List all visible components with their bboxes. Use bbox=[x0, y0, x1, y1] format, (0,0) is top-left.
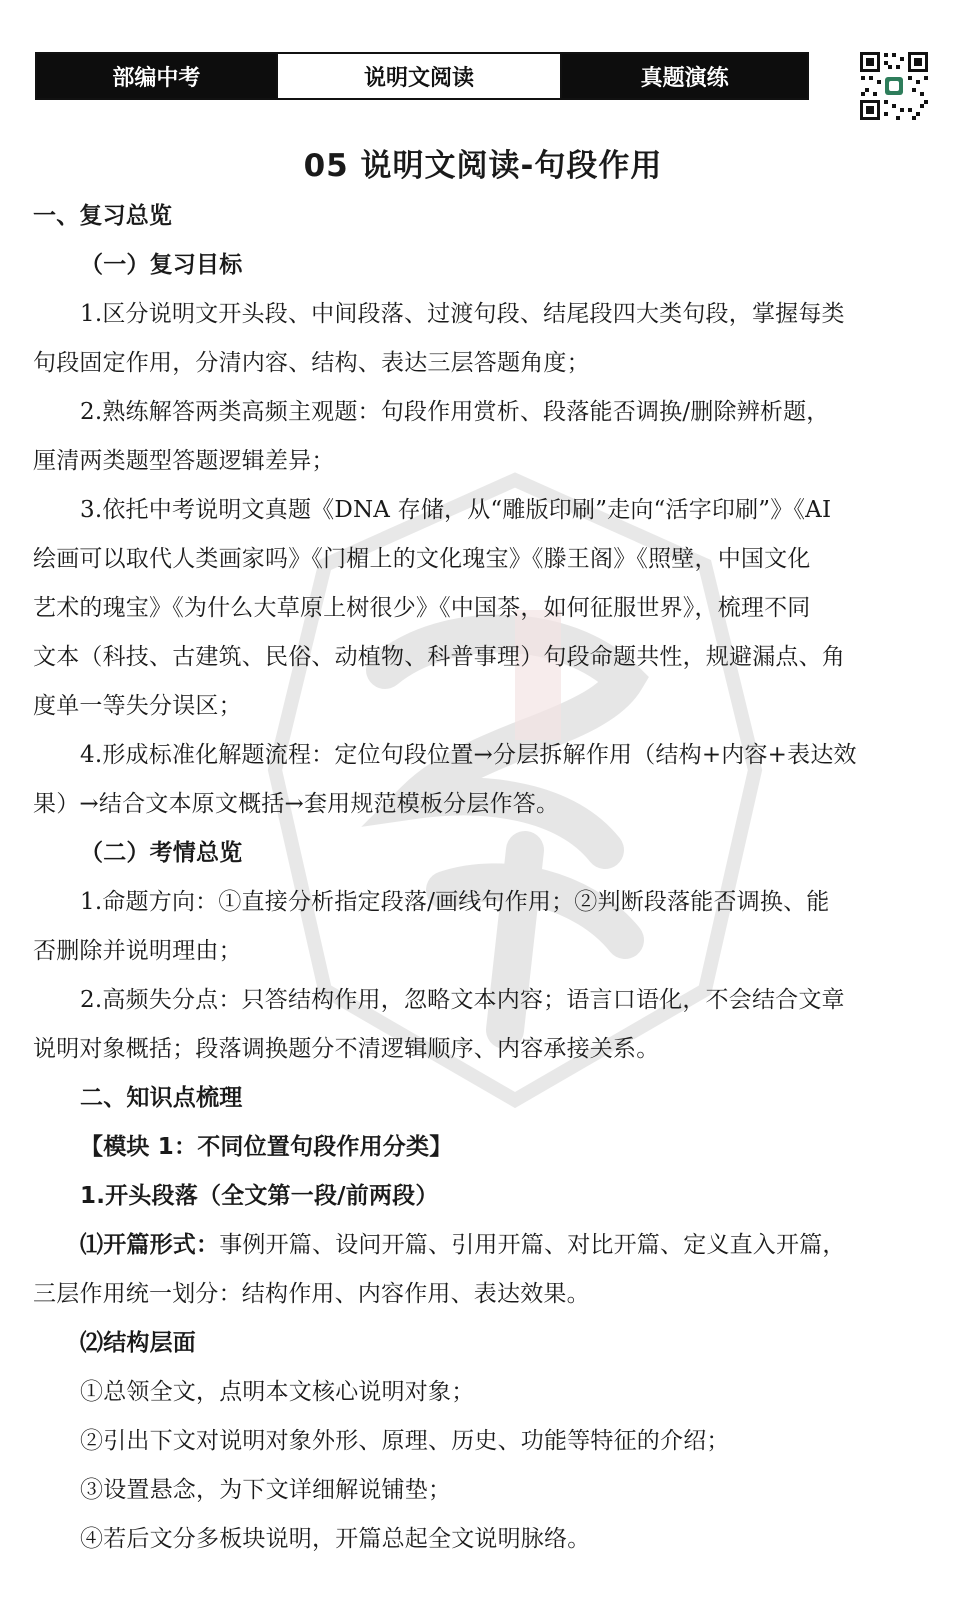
opening-forms-label: ⑴开篇形式： bbox=[80, 1232, 220, 1258]
section-heading-knowledge: 二、知识点梳理 bbox=[80, 1085, 243, 1111]
opening-forms-line-1 bbox=[80, 1230, 932, 1260]
goal-3-line-5: 度单一等失分误区； bbox=[33, 693, 242, 719]
goal-4-line-1: 4.形成标准化解题流程：定位句段位置→分层拆解作用（结构+内容+表达效 bbox=[80, 742, 857, 768]
exam-2-line-2: 说明对象概括；段落调换题分不清逻辑顺序、内容承接关系。 bbox=[33, 1036, 660, 1062]
header-cell-topic: 说明文阅读 bbox=[276, 54, 563, 98]
page-title: 05 说明文阅读-句段作用 bbox=[303, 148, 663, 184]
exam-1-line-2: 否删除并说明理由； bbox=[33, 938, 242, 964]
goal-2-line-1: 2.熟练解答两类高频主观题：句段作用赏析、段落能否调换/删除辨析题， bbox=[80, 399, 830, 425]
structure-item-2: ②引出下文对说明对象外形、原理、历史、功能等特征的介绍； bbox=[80, 1428, 730, 1454]
qr-code-icon bbox=[858, 50, 930, 122]
subheading-goals: （一）复习目标 bbox=[80, 252, 243, 278]
structure-item-1: ①总领全文，点明本文核心说明对象； bbox=[80, 1379, 475, 1405]
opening-paragraph-heading: 1.开头段落（全文第一段/前两段） bbox=[80, 1183, 439, 1209]
goal-4-line-2: 果）→结合文本原文概括→套用规范模板分层作答。 bbox=[33, 791, 560, 817]
goal-3-line-4: 文本（科技、古建筑、民俗、动植物、科普事理）句段命题共性，规避漏点、角 bbox=[33, 644, 845, 670]
header-cell-practice: 真题演练 bbox=[562, 54, 807, 98]
subheading-exam-overview: （二）考情总览 bbox=[80, 840, 243, 866]
structure-item-3: ③设置悬念，为下文详细解说铺垫； bbox=[80, 1477, 452, 1503]
opening-forms-text: 事例开篇、设问开篇、引用开篇、对比开篇、定义直入开篇， bbox=[219, 1232, 846, 1258]
exam-1-line-1: 1.命题方向：①直接分析指定段落/画线句作用；②判断段落能否调换、能 bbox=[80, 889, 830, 915]
goal-3-line-2: 绘画可以取代人类画家吗》《门楣上的文化瑰宝》《滕王阁》《照壁，中国文化 bbox=[33, 546, 811, 572]
header-bar bbox=[35, 52, 809, 100]
goal-3-line-1: 3.依托中考说明文真题《DNA 存储，从“雕版印刷”走向“活字印刷”》《AI bbox=[80, 497, 832, 523]
structure-level-heading: ⑵结构层面 bbox=[80, 1330, 196, 1356]
goal-1-line-2: 句段固定作用，分清内容、结构、表达三层答题角度； bbox=[33, 350, 590, 376]
goal-1-line-1: 1.区分说明文开头段、中间段落、过渡句段、结尾段四大类句段，掌握每类 bbox=[80, 301, 845, 327]
exam-2-line-1: 2.高频失分点：只答结构作用，忽略文本内容；语言口语化，不会结合文章 bbox=[80, 987, 845, 1013]
goal-2-line-2: 厘清两类题型答题逻辑差异； bbox=[33, 448, 335, 474]
opening-forms-line-2: 三层作用统一划分：结构作用、内容作用、表达效果。 bbox=[33, 1281, 590, 1307]
header-cell-grade: 部编中考 bbox=[37, 54, 276, 98]
module-1-heading: 【模块 1：不同位置句段作用分类】 bbox=[80, 1134, 453, 1160]
section-heading-review: 一、复习总览 bbox=[33, 203, 173, 229]
structure-item-4: ④若后文分多板块说明，开篇总起全文说明脉络。 bbox=[80, 1526, 591, 1552]
goal-3-line-3: 艺术的瑰宝》《为什么大草原上树很少》《中国茶，如何征服世界》，梳理不同 bbox=[33, 595, 811, 621]
